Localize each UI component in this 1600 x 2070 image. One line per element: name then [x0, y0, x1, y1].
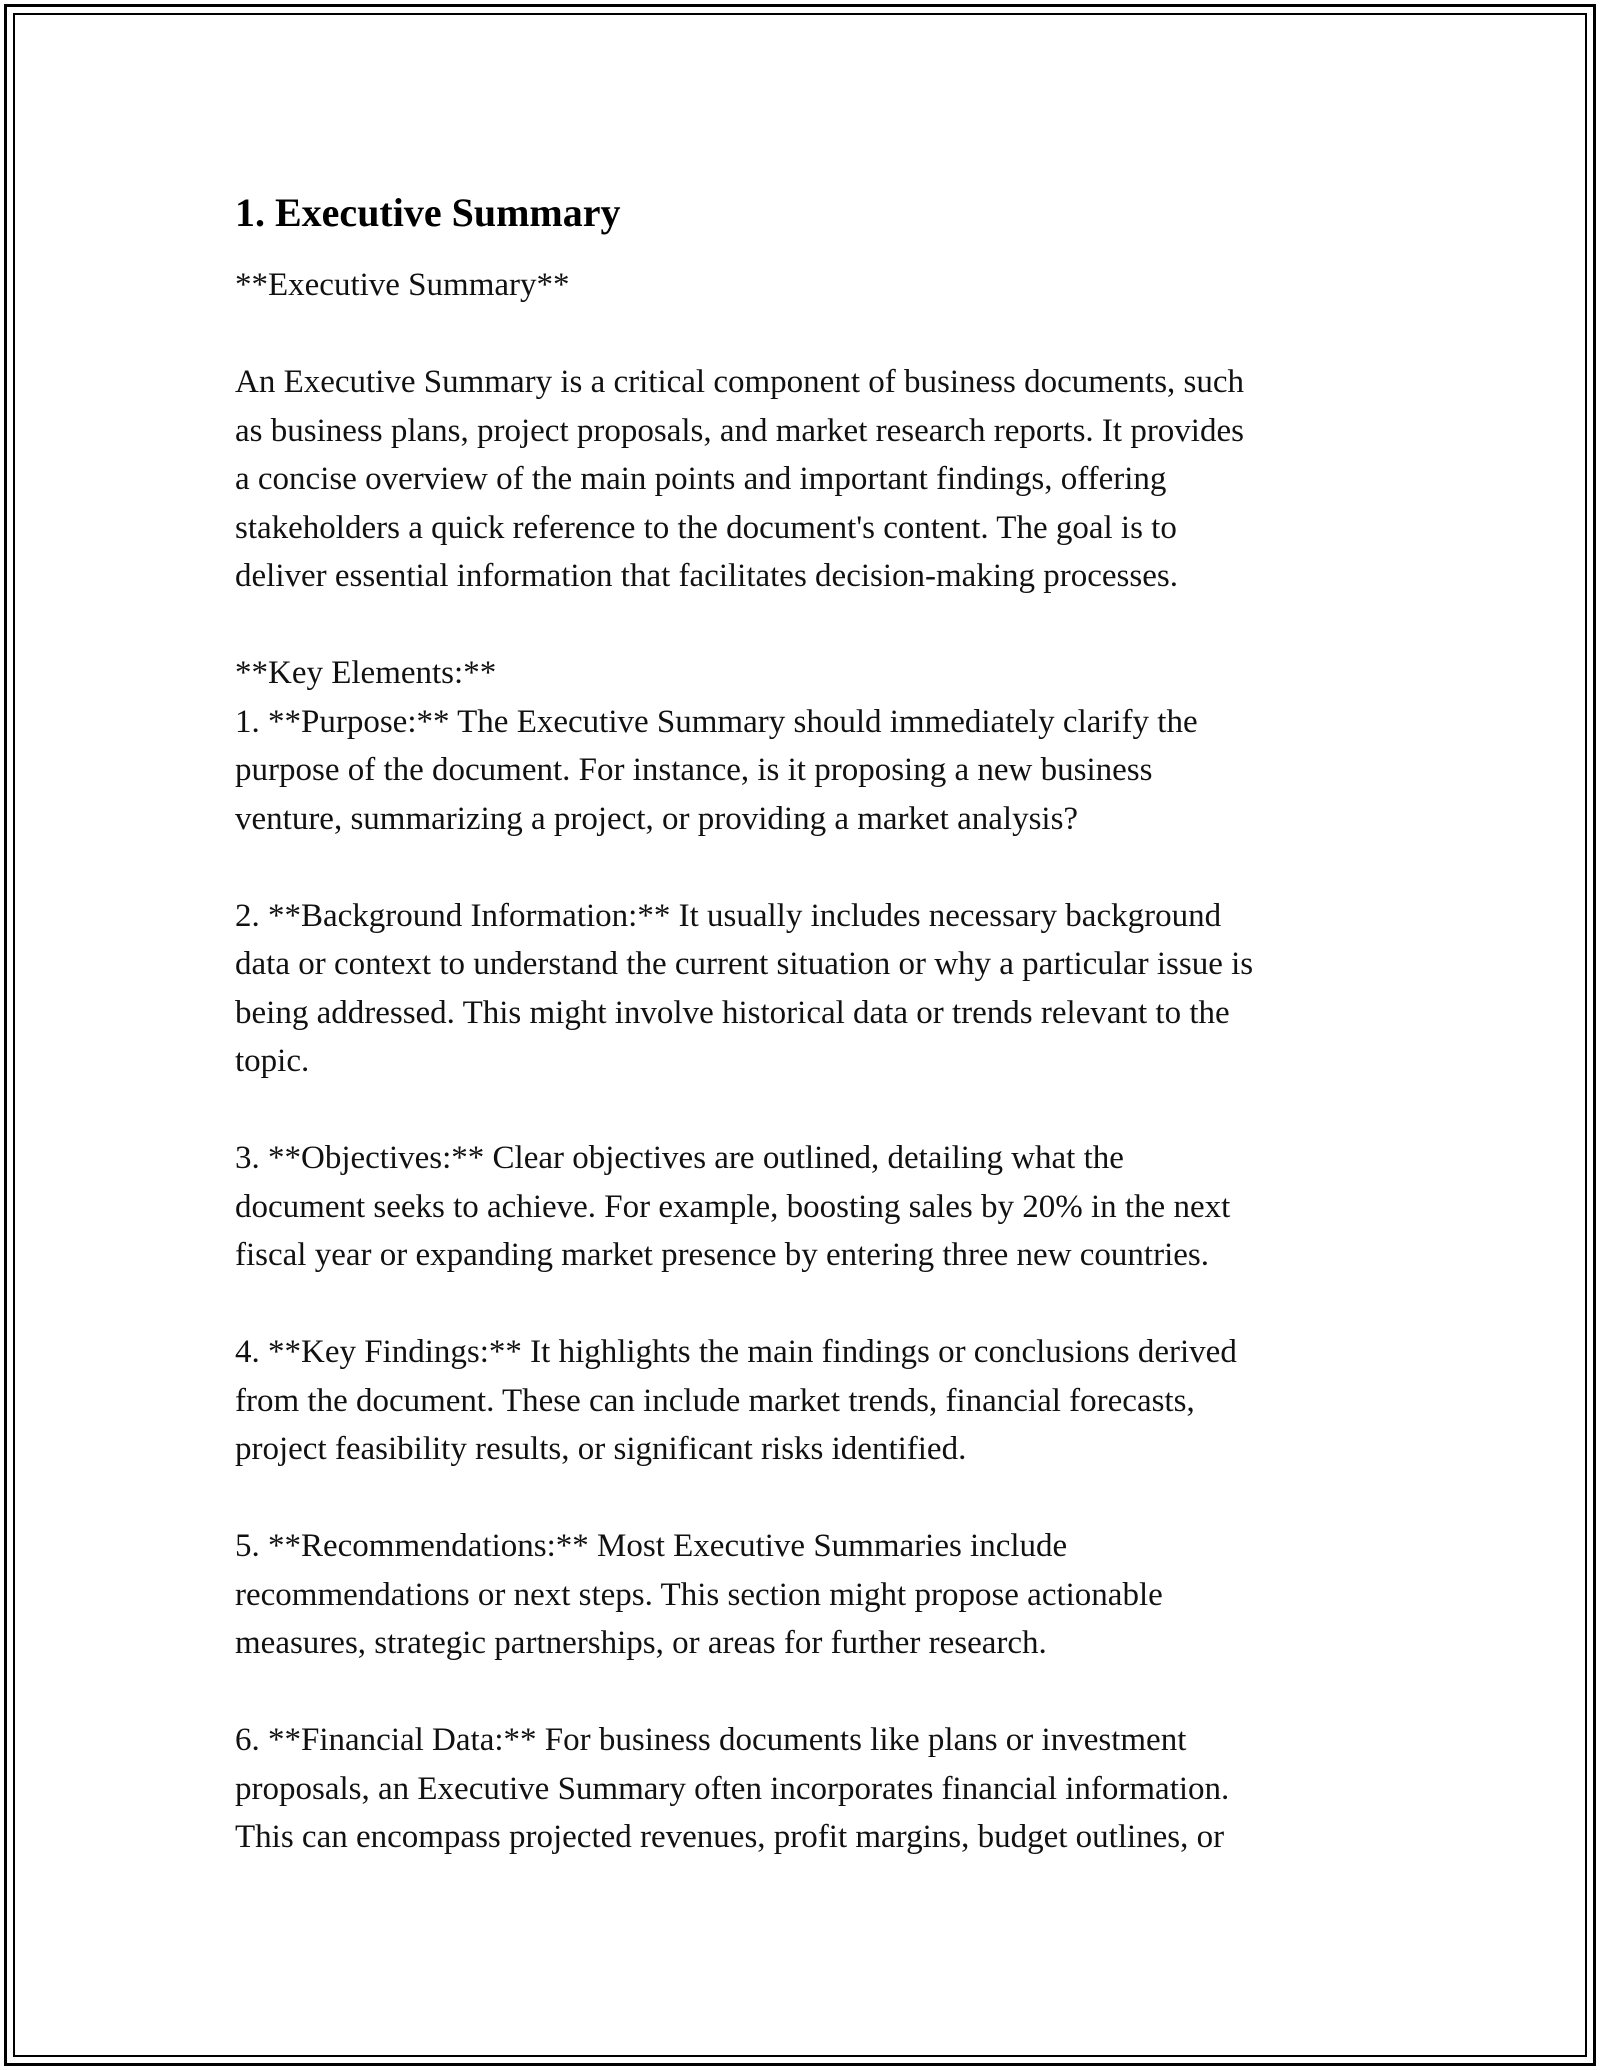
list-item-recommendations: 5. **Recommendations:** Most Executive Summaries include recommendations or next steps. This section might propose actionable measures, strategic partnerships, or areas for further research. [235, 1528, 1163, 1661]
paragraph-gap [235, 1086, 1375, 1135]
list-item-background: 2. **Background Information:** It usually includes necessary background data or context to understand the current situation or why a particular issue is being addressed. This might involve historical data or trends relevant to the topic. [235, 897, 1254, 1079]
section-heading: 1. Executive Summary [235, 190, 621, 235]
paragraph-gap [235, 843, 1375, 892]
subheading-text: **Executive Summary** [235, 267, 570, 303]
key-elements-label: **Key Elements:** [235, 655, 497, 691]
list-item-financial-data: 6. **Financial Data:** For business documents like plans or investment proposals, an Executive Summary often incorporates financial information. This can encompass projected revenues, profit margins, budget outlines, or [235, 1722, 1230, 1855]
document-body [235, 185, 1375, 1862]
paragraph-gap [235, 1474, 1375, 1523]
intro-paragraph: An Executive Summary is a critical component of business documents, such as business plans, project proposals, and market research reports. It provides a concise overview of the main points and important findings, offering stakeholders a quick reference to the document's content. The goal is to deliver essential information that facilitates decision-making processes. [235, 364, 1245, 594]
list-item-objectives: 3. **Objectives:** Clear objectives are outlined, detailing what the document seeks to achieve. For example, boosting sales by 20% in the next fiscal year or expanding market presence by entering three new countries. [235, 1140, 1231, 1273]
paragraph-gap [235, 1280, 1375, 1329]
paragraph-gap [235, 601, 1375, 650]
list-item-purpose: 1. **Purpose:** The Executive Summary should immediately clarify the purpose of the document. For instance, is it proposing a new business venture, summarizing a project, or providing a market analysis? [235, 703, 1198, 837]
paragraph-gap [235, 310, 1375, 359]
list-item-key-findings: 4. **Key Findings:** It highlights the main findings or conclusions derived from the document. These can include market trends, financial forecasts, project feasibility results, or significant risks identified. [235, 1334, 1237, 1467]
paragraph-gap [235, 1668, 1375, 1717]
